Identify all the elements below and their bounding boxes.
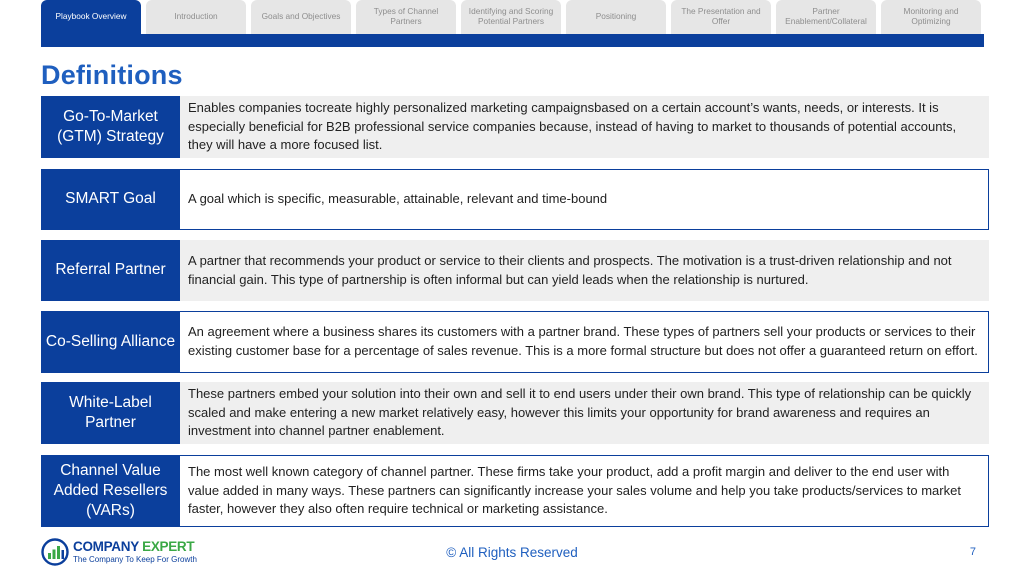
tab-introduction[interactable]: Introduction <box>146 0 246 34</box>
logo-name-part2: EXPERT <box>142 539 195 555</box>
definition-text: The most well known category of channel partner. These firms take your product, add a profit margin and deliver to the end user with value added in many ways. These partners can significantly increase your sales volume and help you take products/services to market faster, however they also often require technical or marketing assistance. <box>180 455 989 527</box>
definition-row <box>41 455 989 527</box>
page-number: 7 <box>969 546 976 558</box>
definition-text: A goal which is specific, measurable, attainable, relevant and time-bound <box>180 169 989 230</box>
logo-tagline: The Company To Keep For Growth <box>73 554 197 564</box>
section-tabs <box>41 0 984 34</box>
definition-term: White-Label Partner <box>41 382 180 444</box>
definition-term: Referral Partner <box>41 240 180 301</box>
logo-name-part1: COMPANY <box>73 539 143 555</box>
definition-row <box>41 169 989 230</box>
definition-row <box>41 240 989 301</box>
definition-text: A partner that recommends your product or service to their clients and prospects. The motivation is a trust-driven relationship and not financial gain. This type of partnership is often informal but can yield leads when the relationship is nurtured. <box>180 240 989 301</box>
definition-term: SMART Goal <box>41 169 180 230</box>
definition-term: Co-Selling Alliance <box>41 311 180 373</box>
tab-identifying-and-scoring[interactable]: Identifying and Scoring Potential Partners <box>461 0 561 34</box>
tab-partner-enablement[interactable]: Partner Enablement/Collateral <box>776 0 876 34</box>
tab-presentation-and-offer[interactable]: The Presentation and Offer <box>671 0 771 34</box>
definition-row <box>41 382 989 444</box>
tab-monitoring-and-optimizing[interactable]: Monitoring and Optimizing <box>881 0 981 34</box>
tab-playbook-overview[interactable]: Playbook Overview <box>41 0 141 34</box>
definition-term: Go-To-Market (GTM) Strategy <box>41 96 180 158</box>
copyright-notice: © All Rights Reserved <box>446 545 578 560</box>
tab-positioning[interactable]: Positioning <box>566 0 666 34</box>
tab-types-of-channel-partners[interactable]: Types of Channel Partners <box>356 0 456 34</box>
tab-underline-bar <box>41 34 984 47</box>
definition-text: Enables companies tocreate highly personalized marketing campaignsbased on a certain account’s wants, needs, or interests. It is especially beneficial for B2B professional service companies because, instead of having to market to thousands of potential accounts, they will have a more focused list. <box>180 96 989 158</box>
tab-goals-and-objectives[interactable]: Goals and Objectives <box>251 0 351 34</box>
definition-row <box>41 96 989 158</box>
definition-text: These partners embed your solution into their own and sell it to end users under their own brand. This type of relationship can be quickly scaled and make entering a new market relatively easy, however this limits your opportunity for brand awareness and requires an investment into channel partner enablement. <box>180 382 989 444</box>
page-title: Definitions <box>41 60 183 90</box>
definition-text: An agreement where a business shares its customers with a partner brand. These types of partners sell your products or services to their existing customer base for a percentage of sales revenue. This is a more formal structure but does not offer a guaranteed return on effort. <box>180 311 989 373</box>
definition-term: Channel Value Added Resellers (VARs) <box>41 455 180 527</box>
definition-row <box>41 311 989 373</box>
